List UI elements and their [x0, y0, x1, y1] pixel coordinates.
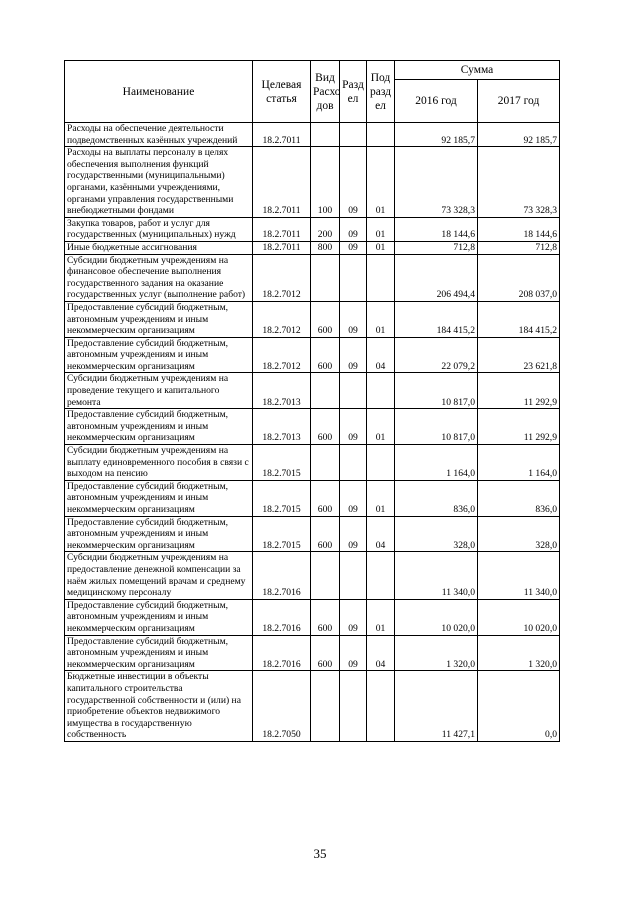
row-name: Расходы на обеспечение деятельности подведомственных казённых учреждений — [65, 123, 253, 147]
row-amount-2017: 712,8 — [478, 241, 560, 254]
table-row — [65, 480, 560, 516]
row-vid — [311, 373, 340, 409]
table-row — [65, 301, 560, 337]
row-podrazd — [367, 552, 395, 599]
table-row — [65, 445, 560, 481]
row-amount-2016: 836,0 — [395, 480, 478, 516]
row-podrazd: 01 — [367, 147, 395, 218]
row-amount-2016: 92 185,7 — [395, 123, 478, 147]
row-razd: 09 — [340, 147, 367, 218]
row-vid — [311, 671, 340, 742]
row-podrazd: 01 — [367, 217, 395, 241]
row-amount-2016: 328,0 — [395, 516, 478, 552]
row-name: Предоставление субсидий бюджетным, автономным учреждениям и иным некоммерческим организациям — [65, 599, 253, 635]
row-razd: 09 — [340, 409, 367, 445]
row-amount-2016: 206 494,4 — [395, 254, 478, 301]
header-podrazd: Под разд ел — [367, 61, 395, 123]
row-amount-2017: 0,0 — [478, 671, 560, 742]
row-amount-2017: 18 144,6 — [478, 217, 560, 241]
header-vid: Вид Расхо дов — [311, 61, 340, 123]
row-vid: 800 — [311, 241, 340, 254]
row-amount-2016: 18 144,6 — [395, 217, 478, 241]
row-target: 18.2.7012 — [253, 254, 311, 301]
row-name: Предоставление субсидий бюджетным, автономным учреждениям и иным некоммерческим организациям — [65, 301, 253, 337]
row-target: 18.2.7011 — [253, 241, 311, 254]
row-podrazd — [367, 123, 395, 147]
table-row — [65, 147, 560, 218]
row-amount-2017: 11 340,0 — [478, 552, 560, 599]
table-body — [65, 123, 560, 742]
row-name: Субсидии бюджетным учреждениям на финансовое обеспечение выполнения государственного задания на оказание государственных услуг (выполнение работ) — [65, 254, 253, 301]
row-razd: 09 — [340, 599, 367, 635]
row-target: 18.2.7011 — [253, 147, 311, 218]
table-row — [65, 409, 560, 445]
row-podrazd: 01 — [367, 409, 395, 445]
row-amount-2017: 23 621,8 — [478, 337, 560, 373]
row-target: 18.2.7015 — [253, 445, 311, 481]
row-podrazd: 04 — [367, 516, 395, 552]
row-amount-2017: 73 328,3 — [478, 147, 560, 218]
row-target: 18.2.7050 — [253, 671, 311, 742]
row-amount-2017: 1 320,0 — [478, 635, 560, 671]
row-name: Субсидии бюджетным учреждениям на предоставление денежной компенсации за наём жилых помещений врачам и среднему медицинскому персоналу — [65, 552, 253, 599]
row-razd: 09 — [340, 337, 367, 373]
row-amount-2016: 10 020,0 — [395, 599, 478, 635]
row-amount-2017: 92 185,7 — [478, 123, 560, 147]
row-amount-2017: 328,0 — [478, 516, 560, 552]
header-sum: Сумма — [395, 61, 560, 80]
row-amount-2016: 712,8 — [395, 241, 478, 254]
table-row — [65, 337, 560, 373]
row-podrazd — [367, 671, 395, 742]
page-number: 35 — [313, 846, 327, 861]
row-vid — [311, 123, 340, 147]
table-row — [65, 241, 560, 254]
table-row — [65, 254, 560, 301]
row-name: Субсидии бюджетным учреждениям на проведение текущего и капитального ремонта — [65, 373, 253, 409]
row-name: Предоставление субсидий бюджетным, автономным учреждениям и иным некоммерческим организациям — [65, 337, 253, 373]
row-vid — [311, 552, 340, 599]
header-target: Целевая статья — [253, 61, 311, 123]
table-row — [65, 123, 560, 147]
table-row — [65, 373, 560, 409]
row-vid: 600 — [311, 409, 340, 445]
row-razd — [340, 123, 367, 147]
row-target: 18.2.7016 — [253, 635, 311, 671]
row-razd: 09 — [340, 516, 367, 552]
row-amount-2017: 1 164,0 — [478, 445, 560, 481]
table-header-row — [65, 61, 560, 80]
table-row — [65, 599, 560, 635]
row-target: 18.2.7013 — [253, 409, 311, 445]
row-razd — [340, 671, 367, 742]
header-2017: 2017 год — [478, 80, 560, 123]
row-name: Предоставление субсидий бюджетным, автономным учреждениям и иным некоммерческим организациям — [65, 635, 253, 671]
row-target: 18.2.7013 — [253, 373, 311, 409]
row-razd: 09 — [340, 241, 367, 254]
row-podrazd: 04 — [367, 337, 395, 373]
row-amount-2017: 11 292,9 — [478, 373, 560, 409]
row-target: 18.2.7016 — [253, 599, 311, 635]
row-amount-2017: 208 037,0 — [478, 254, 560, 301]
row-amount-2016: 10 817,0 — [395, 409, 478, 445]
row-vid — [311, 254, 340, 301]
row-razd — [340, 445, 367, 481]
row-name: Расходы на выплаты персоналу в целях обеспечения выполнения функций государственными (муниципальными) органами, казёнными учреждениями, органами управления государственными внебюджетными фондами — [65, 147, 253, 218]
row-vid: 600 — [311, 337, 340, 373]
row-target: 18.2.7012 — [253, 301, 311, 337]
header-2016: 2016 год — [395, 80, 478, 123]
row-name: Предоставление субсидий бюджетным, автономным учреждениям и иным некоммерческим организациям — [65, 409, 253, 445]
row-vid: 600 — [311, 301, 340, 337]
row-target: 18.2.7012 — [253, 337, 311, 373]
row-razd — [340, 254, 367, 301]
row-razd: 09 — [340, 480, 367, 516]
row-podrazd: 04 — [367, 635, 395, 671]
row-razd — [340, 373, 367, 409]
row-amount-2017: 184 415,2 — [478, 301, 560, 337]
row-razd: 09 — [340, 217, 367, 241]
row-vid — [311, 445, 340, 481]
row-amount-2017: 836,0 — [478, 480, 560, 516]
row-name: Предоставление субсидий бюджетным, автономным учреждениям и иным некоммерческим организациям — [65, 516, 253, 552]
row-amount-2017: 10 020,0 — [478, 599, 560, 635]
row-podrazd: 01 — [367, 301, 395, 337]
row-amount-2016: 11 427,1 — [395, 671, 478, 742]
row-amount-2016: 184 415,2 — [395, 301, 478, 337]
row-vid: 600 — [311, 516, 340, 552]
row-amount-2017: 11 292,9 — [478, 409, 560, 445]
table-row — [65, 516, 560, 552]
budget-table — [64, 60, 560, 742]
row-name: Бюджетные инвестиции в объекты капитального строительства государственной собственности и (или) на приобретение объектов недвижимого имущества в государственную собственность — [65, 671, 253, 742]
row-target: 18.2.7011 — [253, 217, 311, 241]
row-podrazd: 01 — [367, 241, 395, 254]
table-row — [65, 671, 560, 742]
row-podrazd — [367, 445, 395, 481]
row-amount-2016: 1 320,0 — [395, 635, 478, 671]
row-target: 18.2.7016 — [253, 552, 311, 599]
row-vid: 600 — [311, 599, 340, 635]
row-amount-2016: 10 817,0 — [395, 373, 478, 409]
row-amount-2016: 1 164,0 — [395, 445, 478, 481]
row-target: 18.2.7011 — [253, 123, 311, 147]
row-vid: 100 — [311, 147, 340, 218]
row-name: Субсидии бюджетным учреждениям на выплату единовременного пособия в связи с выходом на пенсию — [65, 445, 253, 481]
table-row — [65, 552, 560, 599]
row-target: 18.2.7015 — [253, 480, 311, 516]
row-razd: 09 — [340, 635, 367, 671]
row-vid: 600 — [311, 480, 340, 516]
row-podrazd — [367, 373, 395, 409]
row-amount-2016: 73 328,3 — [395, 147, 478, 218]
table-row — [65, 217, 560, 241]
row-vid: 600 — [311, 635, 340, 671]
row-razd: 09 — [340, 301, 367, 337]
row-amount-2016: 11 340,0 — [395, 552, 478, 599]
row-podrazd: 01 — [367, 599, 395, 635]
row-podrazd: 01 — [367, 480, 395, 516]
table-row — [65, 635, 560, 671]
row-vid: 200 — [311, 217, 340, 241]
row-amount-2016: 22 079,2 — [395, 337, 478, 373]
row-name: Иные бюджетные ассигнования — [65, 241, 253, 254]
header-razd: Разд ел — [340, 61, 367, 123]
row-name: Закупка товаров, работ и услуг для государственных (муниципальных) нужд — [65, 217, 253, 241]
header-name: Наименование — [65, 61, 253, 123]
row-name: Предоставление субсидий бюджетным, автономным учреждениям и иным некоммерческим организациям — [65, 480, 253, 516]
row-target: 18.2.7015 — [253, 516, 311, 552]
row-razd — [340, 552, 367, 599]
row-podrazd — [367, 254, 395, 301]
